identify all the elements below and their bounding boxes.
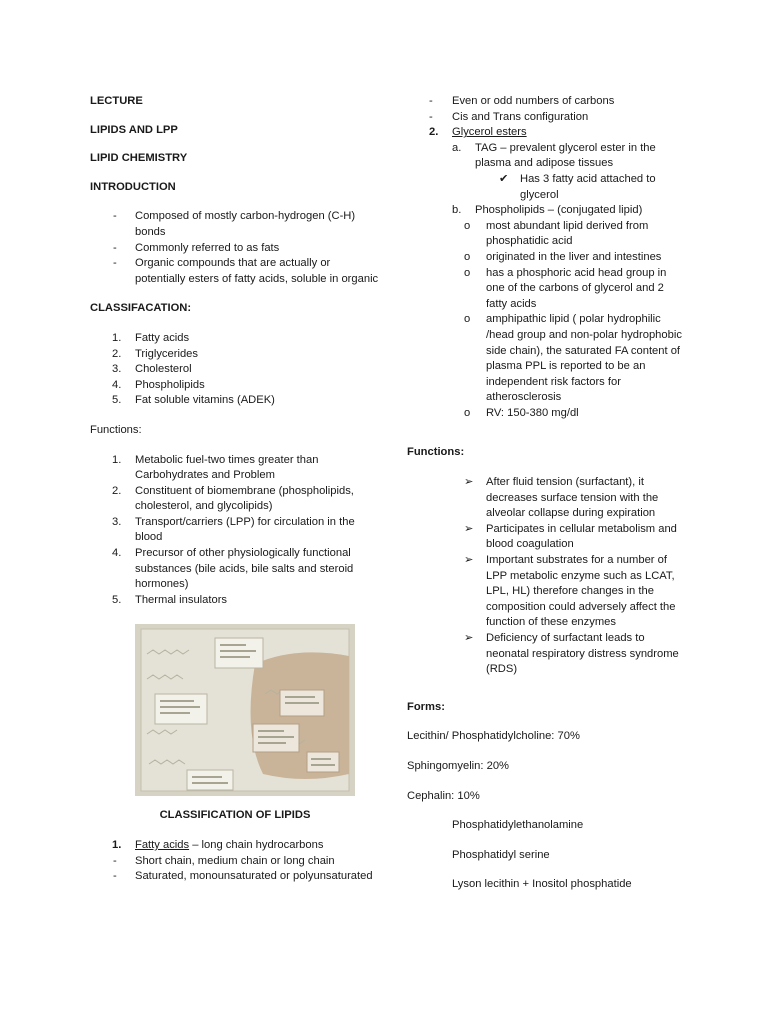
list-item-glycerol-esters: 2. Glycerol esters bbox=[429, 126, 527, 139]
circle-bullet-icon: o bbox=[464, 219, 471, 232]
list-item-fatty-acids: 1. Fatty acids – long chain hydrocarbons bbox=[112, 839, 324, 852]
arrow-bullet-icon: ➢ bbox=[464, 554, 474, 567]
cephalin-sub-3: Lyson lecithin + Inositol phosphatide bbox=[452, 878, 632, 891]
functions-list bbox=[90, 453, 380, 609]
form-cephalin: Cephalin: 10% bbox=[407, 789, 480, 802]
left-column bbox=[90, 94, 380, 885]
cephalin-sub-1: Phosphatidylethanolamine bbox=[452, 819, 584, 832]
list-item: 2. Triglycerides bbox=[112, 347, 198, 360]
circle-bullet-icon: o bbox=[464, 250, 471, 263]
list-item: ➢ Participates in cellular metabolism and blood coagulation bbox=[464, 522, 677, 551]
list-item: - Saturated, monounsaturated or polyunsaturated bbox=[113, 870, 373, 883]
list-item: - Composed of mostly carbon-hydrogen (C-H) bonds bbox=[113, 210, 356, 238]
arrow-bullet-icon: ➢ bbox=[464, 632, 474, 644]
list-item: - Organic compounds that are actually or potentially esters of fatty acids, soluble in organic bbox=[113, 257, 379, 285]
list-item-phospholipids: b. Phospholipids – (conjugated lipid) bbox=[452, 204, 643, 217]
classification-list bbox=[90, 331, 380, 409]
lipid-chemistry-heading: LIPID CHEMISTRY bbox=[90, 152, 188, 165]
list-item: - Short chain, medium chain or long chain bbox=[113, 854, 335, 867]
list-item: ➢ Important substrates for a number of LPP metabolic enzyme such as LCAT, LPL, HL) therefore changes in the composition could adversely affect the function of these enzymes bbox=[464, 554, 676, 629]
intro-list bbox=[90, 209, 380, 287]
list-item-tag: a. TAG – prevalent glycerol ester in the plasma and adipose tissues bbox=[452, 141, 656, 170]
classification-heading: CLASSIFACATION: bbox=[90, 302, 192, 315]
circle-bullet-icon: o bbox=[464, 266, 471, 279]
list-item: o has a phosphoric acid head group in one of the carbons of glycerol and 2 fatty acids bbox=[464, 266, 667, 310]
lipid-classification-photo bbox=[135, 624, 355, 796]
arrow-bullet-icon: ➢ bbox=[464, 476, 474, 489]
list-item: 4. Phospholipids bbox=[112, 378, 205, 391]
list-item: - Cis and Trans configuration bbox=[429, 110, 589, 123]
list-item: o RV: 150-380 mg/dl bbox=[407, 406, 682, 422]
list-item: ➢ After fluid tension (surfactant), it decreases surface tension with the alveolar collapse during expiration bbox=[464, 476, 659, 520]
list-item-tag-check: ✔ Has 3 fatty acid attached to glycerol bbox=[499, 172, 656, 201]
lipid-diagram-illustration bbox=[135, 624, 355, 796]
functions-heading: Functions: bbox=[90, 423, 142, 436]
list-item: 1. Metabolic fuel-two times greater than Carbohydrates and Problem bbox=[112, 453, 319, 482]
list-item: o most abundant lipid derived from phosphatidic acid bbox=[464, 219, 649, 248]
list-item: 5. Thermal insulators bbox=[112, 593, 228, 606]
list-item: o amphipathic lipid ( polar hydrophilic /head group and non-polar hydrophobic side chain), the saturated FA content of plasma PPL is reported to be an independent risk factors for atherosclerosis bbox=[464, 313, 682, 404]
list-item: 3. Transport/carriers (LPP) for circulation in the blood bbox=[112, 515, 355, 544]
form-lecithin: Lecithin/ Phosphatidylcholine: 70% bbox=[407, 730, 580, 743]
forms-heading: Forms: bbox=[407, 700, 445, 713]
list-item: ➢ Deficiency of surfactant leads to neonatal respiratory distress syndrome (RDS) bbox=[464, 632, 679, 676]
list-item: 1. Fatty acids bbox=[112, 331, 190, 344]
list-item: o originated in the liver and intestines bbox=[407, 250, 682, 266]
phospholipid-list bbox=[407, 219, 682, 422]
list-item: 3. Cholesterol bbox=[112, 363, 192, 376]
lipids-lpp-heading: LIPIDS AND LPP bbox=[90, 123, 178, 136]
functions-heading-right: Functions: bbox=[407, 446, 465, 459]
list-item: - Commonly referred to as fats bbox=[113, 241, 280, 254]
list-item: - Even or odd numbers of carbons bbox=[429, 95, 615, 107]
phospholipid-functions-list bbox=[407, 475, 682, 678]
circle-bullet-icon: o bbox=[464, 406, 471, 419]
lecture-heading: LECTURE bbox=[90, 95, 143, 107]
right-column bbox=[407, 94, 682, 893]
checkmark-icon: ✔ bbox=[499, 172, 509, 185]
list-item: 5. Fat soluble vitamins (ADEK) bbox=[112, 394, 275, 407]
figure-caption: CLASSIFICATION OF LIPIDS bbox=[159, 809, 311, 822]
list-item: 4. Precursor of other physiologically functional substances (bile acids, bile salts and steroid hormones) bbox=[112, 547, 354, 591]
form-sphingomyelin: Sphingomyelin: 20% bbox=[407, 759, 509, 772]
circle-bullet-icon: o bbox=[464, 313, 471, 326]
list-item: 2. Constituent of biomembrane (phospholipids, cholesterol, and glycolipids) bbox=[112, 484, 354, 513]
cephalin-sub-2: Phosphatidyl serine bbox=[452, 848, 550, 861]
arrow-bullet-icon: ➢ bbox=[464, 522, 474, 535]
introduction-heading: INTRODUCTION bbox=[90, 180, 176, 193]
